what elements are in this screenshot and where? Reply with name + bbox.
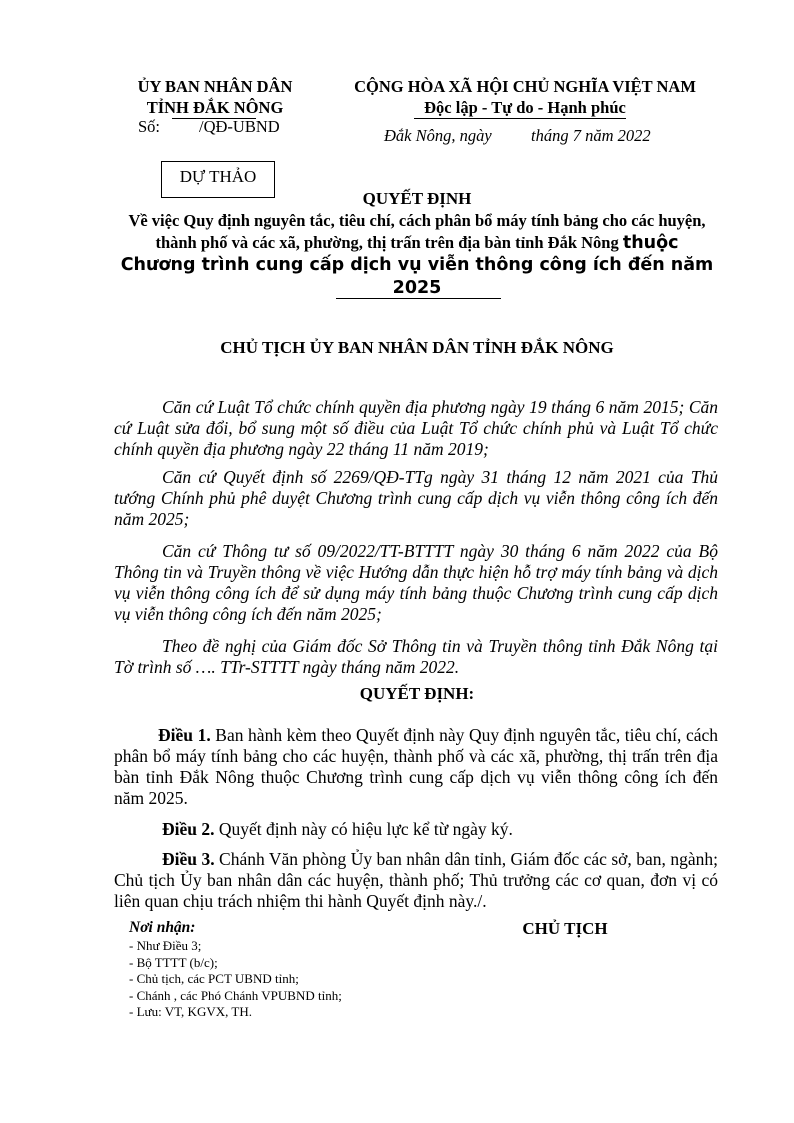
- article-label: Điều 1.: [158, 725, 211, 745]
- decide-heading: QUYẾT ĐỊNH:: [359, 684, 475, 703]
- article-label: Điều 2.: [162, 819, 215, 839]
- authority-line-1: ỦY BAN NHÂN DÂN: [137, 77, 293, 96]
- recipient-item: - Chủ tịch, các PCT UBND tỉnh;: [129, 971, 299, 987]
- document-number-label: Số:: [138, 117, 161, 136]
- subject-underline: [336, 298, 501, 299]
- recipient-item: - Như Điều 3;: [129, 938, 202, 953]
- recipient-item: - Chánh , các Phó Chánh VPUBND tỉnh;: [129, 987, 342, 1003]
- recipients-block: [129, 918, 429, 1021]
- authority-line-2: TỈNH ĐẮK NÔNG: [146, 98, 284, 117]
- article-text: Chánh Văn phòng Ủy ban nhân dân tỉnh, Giám đốc các sở, ban, ngành; Chủ tịch Ủy ban nhân dân các huyện, thành phố; Thủ trưởng các cơ quan, đơn vị có liên quan chịu trách nhiệm thi hành Quyết định này./.: [114, 849, 719, 911]
- document-subject: [117, 210, 717, 299]
- signature-title: CHỦ TỊCH: [522, 919, 608, 938]
- subject-part-2: thuộc Chương trình cung cấp dịch vụ viễn thông công ích đến năm 2025: [120, 232, 714, 298]
- place-date-prefix: Đắk Nông, ngày: [384, 126, 492, 145]
- preamble-paragraph: Căn cứ Quyết định số 2269/QĐ-TTg ngày 31 tháng 12 năm 2021 của Thủ tướng Chính phủ phê duyệt Chương trình cung cấp dịch vụ viễn thông công ích đến năm 2025;: [114, 467, 718, 529]
- chairman-heading: CHỦ TỊCH ỦY BAN NHÂN DÂN TỈNH ĐẮK NÔNG: [220, 338, 614, 357]
- article-text: Quyết định này có hiệu lực kể từ ngày ký.: [214, 819, 513, 839]
- preamble-paragraph: Theo đề nghị của Giám đốc Sở Thông tin và Truyền thông tỉnh Đắk Nông tại Tờ trình số …. TTr-STTTT ngày tháng năm 2022.: [114, 636, 718, 677]
- subject-part-1: Về việc Quy định nguyên tắc, tiêu chí, cách phân bổ máy tính bảng cho các huyện, thành phố và các xã, phường, thị trấn trên địa bàn tỉnh Đắk Nông: [128, 211, 706, 252]
- motto-underline: [414, 118, 626, 119]
- preamble-paragraph: Căn cứ Thông tư số 09/2022/TT-BTTTT ngày 30 tháng 6 năm 2022 của Bộ Thông tin và Truyền thông về việc Hướng dẫn thực hiện hỗ trợ máy tính bảng và dịch vụ viễn thông công ích để sử dụng máy tính bảng thuộc Chương trình cung cấp dịch vụ viễn thông công ích đến năm 2025;: [114, 541, 718, 624]
- article-2: [114, 819, 718, 840]
- article-label: Điều 3.: [162, 849, 215, 869]
- national-header: [330, 76, 720, 118]
- nation-name: CỘNG HÒA XÃ HỘI CHỦ NGHĨA VIỆT NAM: [354, 77, 696, 96]
- preamble-paragraph: Căn cứ Luật Tổ chức chính quyền địa phương ngày 19 tháng 6 năm 2015; Căn cứ Luật sửa đổi, bổ sung một số điều của Luật Tổ chức chính phủ và Luật Tổ chức chính quyền địa phương ngày 22 tháng 11 năm 2019;: [114, 397, 718, 459]
- document-number-suffix: /QĐ-UBND: [199, 117, 280, 136]
- document-title: QUYẾT ĐỊNH: [362, 189, 472, 208]
- place-date-suffix: tháng 7 năm 2022: [531, 126, 651, 145]
- article-1: [114, 725, 718, 809]
- article-text: Ban hành kèm theo Quyết định này Quy định nguyên tắc, tiêu chí, cách phân bổ máy tính bảng cho các huyện, thành phố và các xã, phường, thị trấn trên địa bàn tỉnh Đắk Nông thuộc Chương trình cung cấp dịch vụ viễn thông công ích đến năm 2025.: [114, 725, 718, 808]
- issuing-authority: [120, 76, 310, 118]
- recipients-title: Nơi nhận:: [129, 919, 196, 936]
- article-3: [114, 849, 718, 912]
- national-motto: Độc lập - Tự do - Hạnh phúc: [424, 98, 626, 117]
- recipient-item: - Lưu: VT, KGVX, TH.: [129, 1004, 252, 1020]
- recipient-item: - Bộ TTTT (b/c);: [129, 954, 218, 970]
- draft-stamp: DỰ THẢO: [161, 161, 275, 198]
